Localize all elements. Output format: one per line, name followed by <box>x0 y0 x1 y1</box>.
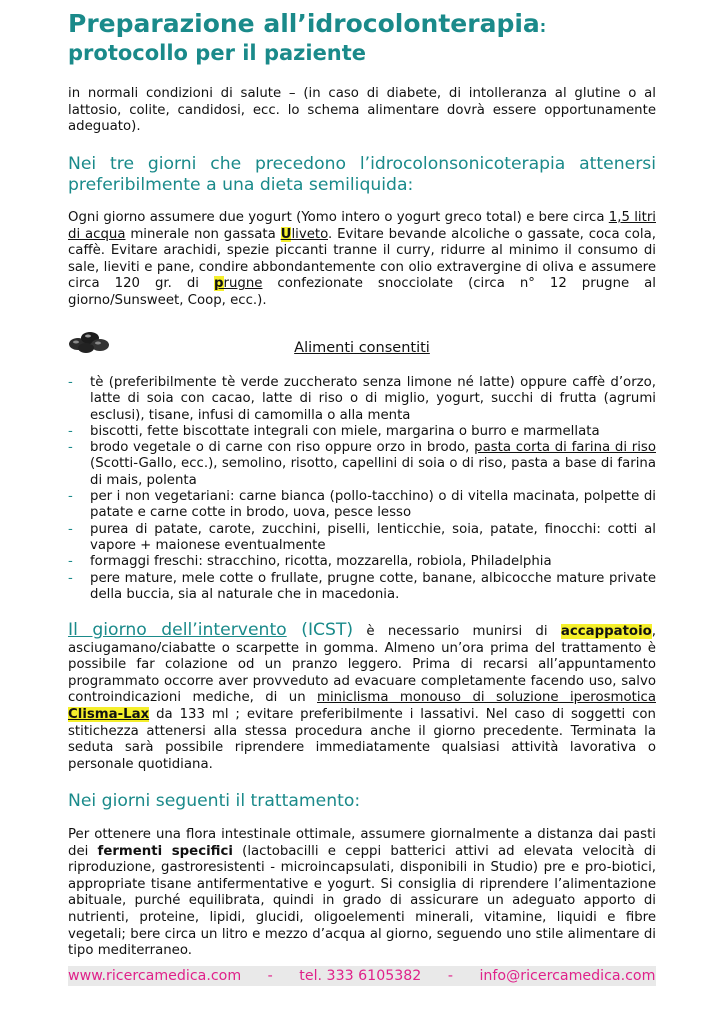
foods-list <box>68 375 656 603</box>
list-item: - pere mature, mele cotte o frullate, prugne cotte, banane, albicocche mature private della buccia, sia al naturale che in macedonia. <box>68 570 656 602</box>
bathrobe-highlight: accappatoio <box>560 624 652 639</box>
footer-website-link[interactable]: www.ricercamedica.com <box>68 968 242 984</box>
intervention-day-heading: Il giorno dell’intervento <box>68 620 287 640</box>
section2-paragraph: Il giorno dell’intervento (ICST) è necessario munirsi di accappatoio, asciugamano/ciabatte o scarpette in gomma. Almeno un’ora prima del trattamento è possibile far colazione od un pranzo leggero. Prima di recarsi all’appuntamento programmato occorre aver provveduto ad evacuare completamente facendo uso, salvo controindicazioni mediche, di un miniclisma monouso di soluzione iperosmotica Clisma-Lax da 133 ml ; evitare preferibilmente i lassativi. Nel caso di soggetti con stitichezza attenersi alla stessa procedura anche il giorno precedente. Terminata la seduta sarà possibile riprendere immediatamente qualsiasi attività lavorativa o personale quotidiana. <box>68 620 656 772</box>
title-line1: Preparazione all’idrocolonterapia <box>68 9 540 38</box>
clisma-lax-highlight: Clisma-Lax <box>68 706 150 722</box>
section3-paragraph: Per ottenere una flora intestinale ottimale, assumere giornalmente a distanza dai pasti dei fermenti specifici (lactobacilli e ceppi batterici attivi ad elevata velocità di riproduzione, gastroresistenti - microincapsulati, disponibili in Studio) pre e pro-biotici, appropriate tisane antifermentative e yogurt. Si consiglia di riprendere l’alimentazione abituale, purché equilibrata, quindi in grado di assicurare un adeguato apporto di nutrienti, proteine, lipidi, glucidi, oligoelementi minerali, vitamine, liquidi e fibre vegetali; bere circa un litro e mezzo d’acqua al giorno, seguendo uno stile alimentare di tipo mediterraneo. <box>68 827 657 959</box>
section3-heading: Nei giorni seguenti il trattamento: <box>68 791 361 811</box>
title-line2: protocollo per il paziente <box>68 40 367 65</box>
footer-email-link[interactable]: info@ricercamedica.com <box>479 968 656 984</box>
footer-bar <box>68 966 656 986</box>
prunes-word: prugne <box>213 276 263 292</box>
footer-separator: - <box>267 968 273 984</box>
intro-paragraph: in normali condizioni di salute – (in caso di diabete, di intolleranza al glutine o al lattosio, colite, candidosi, ecc. lo schema alimentare dovrà essere opportunamente adeguato). <box>68 86 656 135</box>
section1-paragraph: Ogni giorno assumere due yogurt (Yomo intero o yogurt greco total) e bere circa 1,5 litri di acqua minerale non gassata Uliveto. Evitare bevande alcoliche o gassate, coca cola, caffè. Evitare arachidi, spezie piccanti tranne il curry, ridurre al minimo il consumo di sale, lieviti e pane, condire abbondantemente con olio extravergine di oliva e assumere circa 120 gr. di prugne confezionate snocciolate (circa n° 12 prugne al giorno/Sunsweet, Coop, ecc.). <box>68 210 656 308</box>
list-item: - purea di patate, carote, zucchini, piselli, lenticchie, soia, patate, finocchi: cotti al vapore + maionese eventualmente <box>68 521 656 553</box>
list-item: - brodo vegetale o di carne con riso oppure orzo in brodo, pasta corta di farina di riso (Scotti-Gallo, ecc.), semolino, risotto, capellini di soia o di riso, pasta a base di farina di mais, polenta <box>68 440 656 488</box>
foods-title: Alimenti consentiti <box>294 340 430 356</box>
list-item: - biscotti, fette biscottate integrali con miele, margarina o burro e marmellata <box>68 423 600 439</box>
list-item: - formaggi freschi: stracchino, ricotta, mozzarella, robiola, Philadelphia <box>68 554 552 570</box>
document-title <box>68 10 668 65</box>
title-colon: : <box>539 17 547 36</box>
footer-separator: - <box>447 968 453 984</box>
list-item: - per i non vegetariani: carne bianca (pollo-tacchino) o di vitella macinata, polpette di patate e carne cotte in brodo, uova, pesce lesso <box>68 489 656 521</box>
icst-label: (ICST) <box>301 620 354 640</box>
water-amount: 1,5 litri di acqua <box>68 210 656 242</box>
uliveto-brand: Uliveto <box>280 226 328 242</box>
section1-heading: Nei tre giorni che precedono l’idrocolonsonicoterapia attenersi preferibilmente a una dieta semiliquida: <box>68 154 656 195</box>
list-item: - tè (preferibilmente tè verde zuccherato senza limone né latte) oppure caffè d’orzo, latte di soia con cacao, latte di riso o di miglio, yogurt, succhi di frutta (agrumi esclusi), tisane, infusi di camomilla o alla menta <box>68 375 656 423</box>
footer-phone: tel. 333 6105382 <box>299 968 422 984</box>
